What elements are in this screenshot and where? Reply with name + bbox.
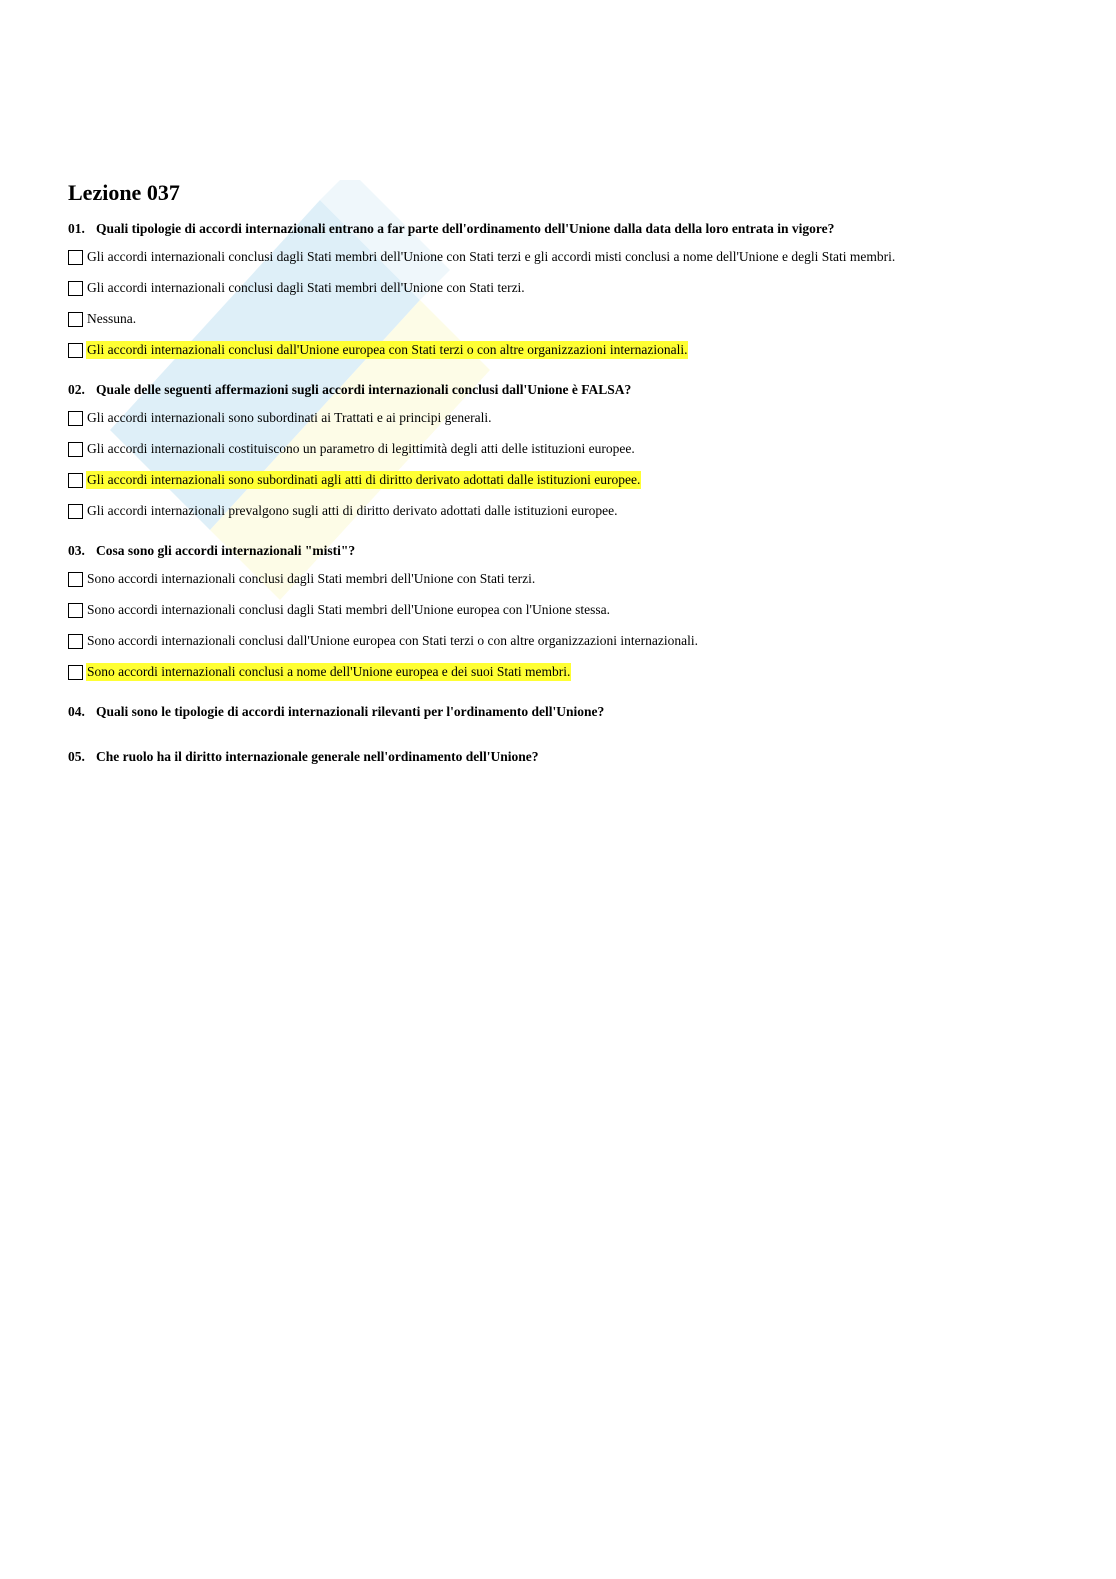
question-block-03	[68, 542, 1068, 681]
answer-checkbox[interactable]	[68, 504, 83, 519]
question-number: 03.	[68, 543, 85, 558]
question-block-02	[68, 381, 1068, 520]
question-heading	[68, 542, 1068, 560]
question-number: 04.	[68, 704, 85, 719]
lesson-title: Lezione 037	[68, 180, 180, 205]
answer-text: Sono accordi internazionali conclusi dagli Stati membri dell'Unione con Stati terzi.	[87, 571, 536, 586]
question-text: Che ruolo ha il diritto internazionale generale nell'ordinamento dell'Unione?	[96, 749, 539, 764]
answer-text-highlighted: Gli accordi internazionali conclusi dall'Unione europea con Stati terzi o con altre organizzazioni internazionali.	[87, 342, 688, 357]
answer-text: Gli accordi internazionali costituiscono un parametro di legittimità degli atti delle istituzioni europee.	[87, 441, 635, 456]
answer-checkbox[interactable]	[68, 411, 83, 426]
answer-option	[68, 632, 1068, 650]
question-text: Quale delle seguenti affermazioni sugli accordi internazionali conclusi dall'Unione è FALSA?	[96, 382, 632, 397]
answer-option	[68, 502, 1068, 520]
answer-option	[68, 248, 1068, 266]
answer-checkbox[interactable]	[68, 603, 83, 618]
answer-checkbox[interactable]	[68, 281, 83, 296]
question-text: Quali sono le tipologie di accordi internazionali rilevanti per l'ordinamento dell'Unione?	[96, 704, 605, 719]
answer-checkbox[interactable]	[68, 312, 83, 327]
answer-checkbox[interactable]	[68, 665, 83, 680]
answer-text: Sono accordi internazionali conclusi dall'Unione europea con Stati terzi o con altre organizzazioni internazionali.	[87, 633, 698, 648]
answer-checkbox[interactable]	[68, 634, 83, 649]
question-text: Cosa sono gli accordi internazionali "misti"?	[96, 543, 356, 558]
answer-option-correct	[68, 471, 1068, 489]
answer-checkbox[interactable]	[68, 343, 83, 358]
answer-option-correct	[68, 663, 1068, 681]
answer-option	[68, 601, 1068, 619]
answer-text: Sono accordi internazionali conclusi dagli Stati membri dell'Unione europea con l'Unione stessa.	[87, 602, 610, 617]
question-number: 05.	[68, 749, 85, 764]
answer-text: Nessuna.	[87, 311, 137, 326]
question-heading	[68, 220, 1068, 238]
answer-checkbox[interactable]	[68, 572, 83, 587]
answer-checkbox[interactable]	[68, 473, 83, 488]
question-text: Quali tipologie di accordi internazionali entrano a far parte dell'ordinamento dell'Unione dalla data della loro entrata in vigore?	[96, 221, 835, 236]
answer-option	[68, 409, 1068, 427]
answer-text: Gli accordi internazionali prevalgono sugli atti di diritto derivato adottati dalle istituzioni europee.	[87, 503, 618, 518]
document-content	[68, 178, 1068, 793]
answer-checkbox[interactable]	[68, 250, 83, 265]
answer-text: Gli accordi internazionali conclusi dagli Stati membri dell'Unione con Stati terzi e gli accordi misti conclusi a nome dell'Unione e degli Stati membri.	[87, 249, 896, 264]
answer-option	[68, 279, 1068, 297]
question-number: 02.	[68, 382, 85, 397]
answer-text: Gli accordi internazionali sono subordinati ai Trattati e ai principi generali.	[87, 410, 492, 425]
answer-text-highlighted: Sono accordi internazionali conclusi a nome dell'Unione europea e dei suoi Stati membri.	[87, 664, 571, 679]
answer-option	[68, 570, 1068, 588]
open-question-04	[68, 703, 1068, 721]
answer-checkbox[interactable]	[68, 442, 83, 457]
answer-option	[68, 310, 1068, 328]
question-block-01	[68, 220, 1068, 359]
question-heading	[68, 381, 1068, 399]
answer-text-highlighted: Gli accordi internazionali sono subordinati agli atti di diritto derivato adottati dalle istituzioni europee.	[87, 472, 641, 487]
answer-option-correct	[68, 341, 1068, 359]
answer-text: Gli accordi internazionali conclusi dagli Stati membri dell'Unione con Stati terzi.	[87, 280, 525, 295]
answer-option	[68, 440, 1068, 458]
question-number: 01.	[68, 221, 85, 236]
open-question-05	[68, 748, 1068, 766]
